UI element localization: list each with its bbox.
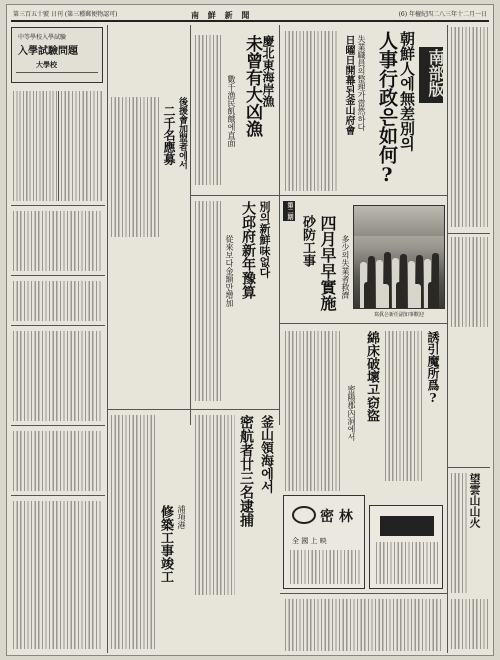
right-headline-1: 誘引魔所爲? <box>426 331 440 405</box>
recruit-headline-2: 二千名應募 <box>162 105 176 165</box>
smuggling-headline-1: 釜山領海에서 <box>258 415 273 493</box>
exam-notice-line1: 中等學校入學試驗 <box>18 34 67 41</box>
masthead-title: 南 鮮 新 聞 <box>191 10 253 20</box>
port-subhead: 浦項港 <box>177 505 186 529</box>
right-headline-2: 綿床破壞고窃盜 <box>364 331 379 422</box>
masthead-right: (6) 年檀紀四二八三年十二月一日 <box>398 11 487 18</box>
fishery-subhead: 數千漁民飢餓에直面 <box>227 75 236 147</box>
film-advertisement <box>283 495 365 589</box>
fishery-headline-2: 未曾有大凶漁 <box>242 35 262 137</box>
construction-subhead: 多少의失業者救濟 <box>341 235 350 299</box>
exam-notice-box <box>11 27 103 83</box>
construction-badge: 第二期 <box>283 201 295 221</box>
bottom-right-headline: 望雲山山火 <box>468 473 481 528</box>
port-headline: 修築工事竣工 <box>158 505 173 583</box>
newspaper-page <box>6 4 494 656</box>
right-subhead: 密陽郡內洞에서 <box>347 385 356 441</box>
group-photo <box>353 205 445 309</box>
main-headline-2: 人事行政은如何? <box>376 31 398 186</box>
newyear-subhead: 從來보다金額만增加 <box>225 235 234 307</box>
construction-headline-2: 四月早早實施 <box>318 215 337 311</box>
fishery-headline-1: 慶北東海岸漁 <box>261 35 275 107</box>
newyear-headline-2: 大邱府新年豫算 <box>240 201 256 299</box>
regional-badge: 南部版 <box>419 47 443 103</box>
exam-notice-line3: 大學校 <box>36 60 57 69</box>
masthead-left: 第三百五十號 日刊 (第三種郵便物認可) <box>13 11 118 18</box>
small-advertisement <box>369 505 443 589</box>
recruit-headline-1: 後援會加盟者에서 <box>177 97 187 169</box>
ad-subtitle: 全 國 上 映 <box>292 537 327 545</box>
main-subhead-2: 日曜日開幕된釜山府會 <box>343 35 354 135</box>
masthead <box>11 8 489 22</box>
newyear-headline-1: 別의新鮮味없다 <box>258 201 271 278</box>
photo-caption: 寫眞은新任副知事歡迎 <box>374 312 424 318</box>
smuggling-headline-2: 密航者廿三名逮捕 <box>238 415 254 527</box>
ad-title: 密 林 <box>320 509 353 525</box>
exam-notice-line2: 入學試驗問題 <box>18 46 78 57</box>
ad-logo-icon <box>292 506 316 524</box>
main-headline-1: 朝鮮人에無差別의 <box>398 31 416 151</box>
main-subhead-1: 失業職員의整理가當然하다 <box>357 35 366 131</box>
construction-headline-1: 砂防工事 <box>300 215 315 267</box>
